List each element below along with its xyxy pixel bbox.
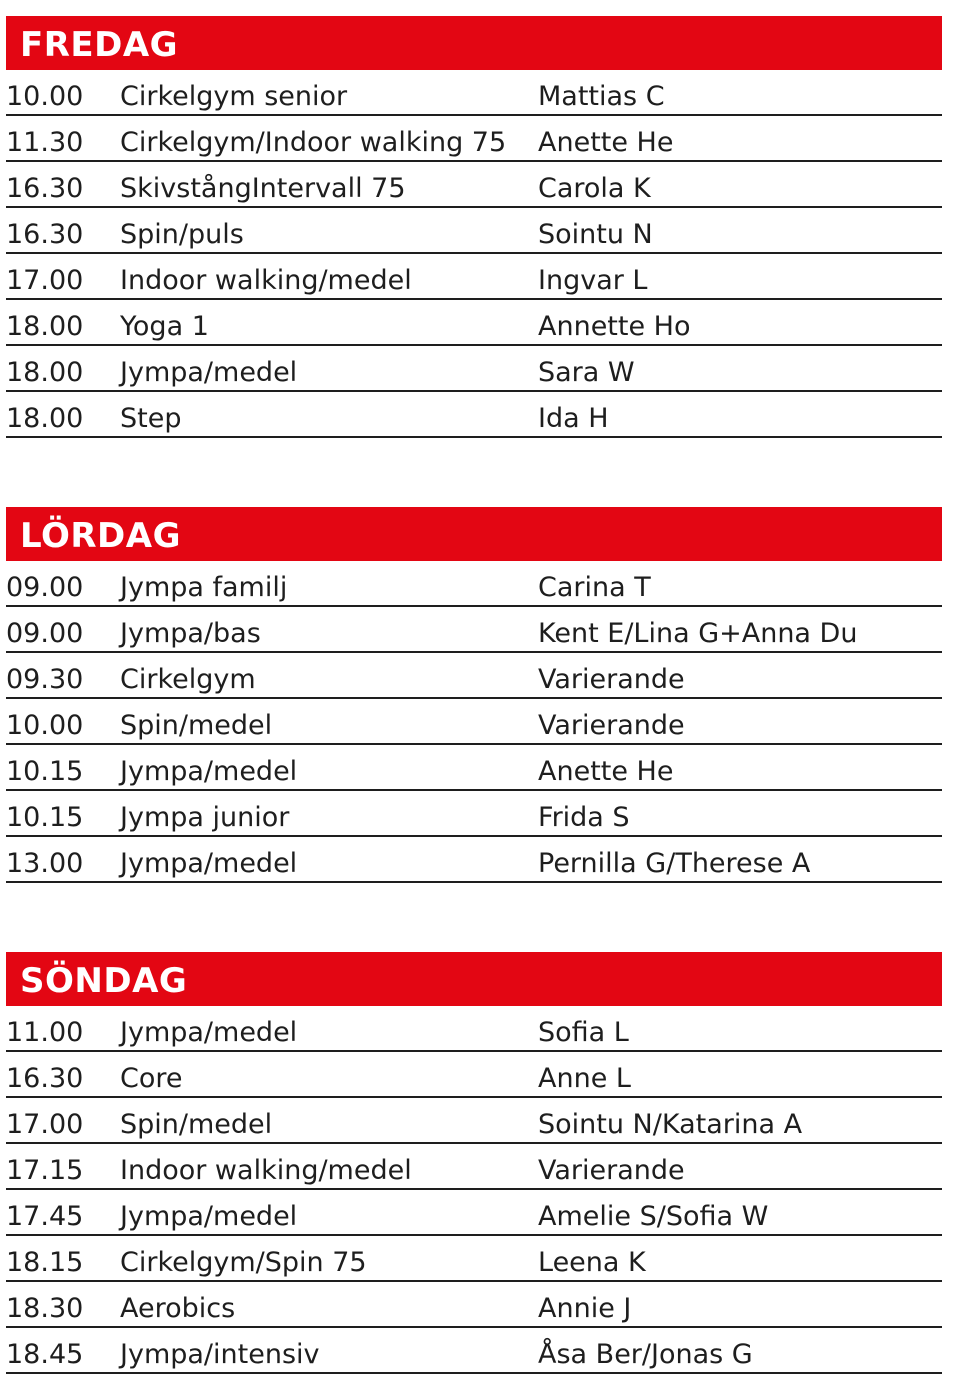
time-cell: 17.15 xyxy=(6,1155,84,1186)
leader-cell: Sara W xyxy=(538,357,635,388)
activity-cell: Jympa junior xyxy=(120,802,290,833)
activity-cell: Cirkelgym xyxy=(120,664,256,695)
activity-cell: Cirkelgym senior xyxy=(120,81,348,112)
time-cell: 09.30 xyxy=(6,664,84,695)
time-cell: 16.30 xyxy=(6,219,84,250)
time-cell: 18.30 xyxy=(6,1293,84,1324)
table-row xyxy=(6,70,942,116)
table-row xyxy=(6,392,942,438)
activity-cell: Yoga 1 xyxy=(120,311,209,342)
time-cell: 18.15 xyxy=(6,1247,84,1278)
time-cell: 09.00 xyxy=(6,618,84,649)
time-cell: 18.00 xyxy=(6,311,84,342)
leader-cell: Sointu N/Katarina A xyxy=(538,1109,803,1140)
time-cell: 11.00 xyxy=(6,1017,84,1048)
leader-cell: Sofia L xyxy=(538,1017,629,1048)
activity-cell: Step xyxy=(120,403,182,434)
leader-cell: Frida S xyxy=(538,802,630,833)
activity-cell: Jympa/intensiv xyxy=(120,1339,320,1370)
table-row xyxy=(6,116,942,162)
time-cell: 17.00 xyxy=(6,1109,84,1140)
time-cell: 18.00 xyxy=(6,357,84,388)
activity-cell: Jympa/medel xyxy=(120,1201,298,1232)
table-row xyxy=(6,254,942,300)
day-header: FREDAG xyxy=(6,16,942,70)
time-cell: 17.00 xyxy=(6,265,84,296)
leader-cell: Pernilla G/Therese A xyxy=(538,848,811,879)
table-row xyxy=(6,1098,942,1144)
table-row xyxy=(6,791,942,837)
activity-cell: Spin/puls xyxy=(120,219,244,250)
time-cell: 16.30 xyxy=(6,1063,84,1094)
table-row xyxy=(6,699,942,745)
leader-cell: Anne L xyxy=(538,1063,631,1094)
leader-cell: Annette Ho xyxy=(538,311,691,342)
table-row xyxy=(6,1236,942,1282)
activity-cell: Spin/medel xyxy=(120,1109,273,1140)
activity-cell: Jympa familj xyxy=(120,572,288,603)
time-cell: 09.00 xyxy=(6,572,84,603)
leader-cell: Annie J xyxy=(538,1293,632,1324)
activity-cell: SkivstångIntervall 75 xyxy=(120,173,406,204)
table-row xyxy=(6,607,942,653)
time-cell: 10.00 xyxy=(6,710,84,741)
table-row xyxy=(6,300,942,346)
table-row xyxy=(6,1328,942,1374)
day-header: LÖRDAG xyxy=(6,507,942,561)
leader-cell: Kent E/Lina G+Anna Du xyxy=(538,618,858,649)
day-section-sondag xyxy=(6,952,942,1374)
leader-cell: Carina T xyxy=(538,572,651,603)
table-row xyxy=(6,837,942,883)
table-row xyxy=(6,1144,942,1190)
table-row xyxy=(6,162,942,208)
leader-cell: Ingvar L xyxy=(538,265,648,296)
time-cell: 16.30 xyxy=(6,173,84,204)
leader-cell: Ida H xyxy=(538,403,609,434)
activity-cell: Jympa/medel xyxy=(120,357,298,388)
time-cell: 13.00 xyxy=(6,848,84,879)
leader-cell: Varierande xyxy=(538,1155,685,1186)
activity-cell: Core xyxy=(120,1063,183,1094)
leader-cell: Leena K xyxy=(538,1247,646,1278)
time-cell: 17.45 xyxy=(6,1201,84,1232)
activity-cell: Jympa/bas xyxy=(120,618,261,649)
leader-cell: Varierande xyxy=(538,664,685,695)
day-section-lordag xyxy=(6,507,942,883)
table-row xyxy=(6,1006,942,1052)
activity-cell: Jympa/medel xyxy=(120,848,298,879)
time-cell: 18.45 xyxy=(6,1339,84,1370)
leader-cell: Amelie S/Sofia W xyxy=(538,1201,769,1232)
leader-cell: Åsa Ber/Jonas G xyxy=(538,1339,753,1370)
table-row xyxy=(6,346,942,392)
activity-cell: Indoor walking/medel xyxy=(120,265,412,296)
table-row xyxy=(6,561,942,607)
leader-cell: Mattias C xyxy=(538,81,665,112)
table-row xyxy=(6,1052,942,1098)
leader-cell: Varierande xyxy=(538,710,685,741)
table-row xyxy=(6,653,942,699)
activity-cell: Spin/medel xyxy=(120,710,273,741)
table-row xyxy=(6,1190,942,1236)
activity-cell: Indoor walking/medel xyxy=(120,1155,412,1186)
activity-cell: Cirkelgym/Spin 75 xyxy=(120,1247,367,1278)
leader-cell: Anette He xyxy=(538,127,674,158)
leader-cell: Carola K xyxy=(538,173,651,204)
time-cell: 10.00 xyxy=(6,81,84,112)
table-row xyxy=(6,208,942,254)
table-row xyxy=(6,1282,942,1328)
leader-cell: Sointu N xyxy=(538,219,653,250)
leader-cell: Anette He xyxy=(538,756,674,787)
activity-cell: Cirkelgym/Indoor walking 75 xyxy=(120,127,507,158)
day-section-fredag xyxy=(6,16,942,438)
time-cell: 11.30 xyxy=(6,127,84,158)
activity-cell: Aerobics xyxy=(120,1293,236,1324)
table-row xyxy=(6,745,942,791)
time-cell: 18.00 xyxy=(6,403,84,434)
activity-cell: Jympa/medel xyxy=(120,1017,298,1048)
time-cell: 10.15 xyxy=(6,756,84,787)
day-header: SÖNDAG xyxy=(6,952,942,1006)
activity-cell: Jympa/medel xyxy=(120,756,298,787)
time-cell: 10.15 xyxy=(6,802,84,833)
